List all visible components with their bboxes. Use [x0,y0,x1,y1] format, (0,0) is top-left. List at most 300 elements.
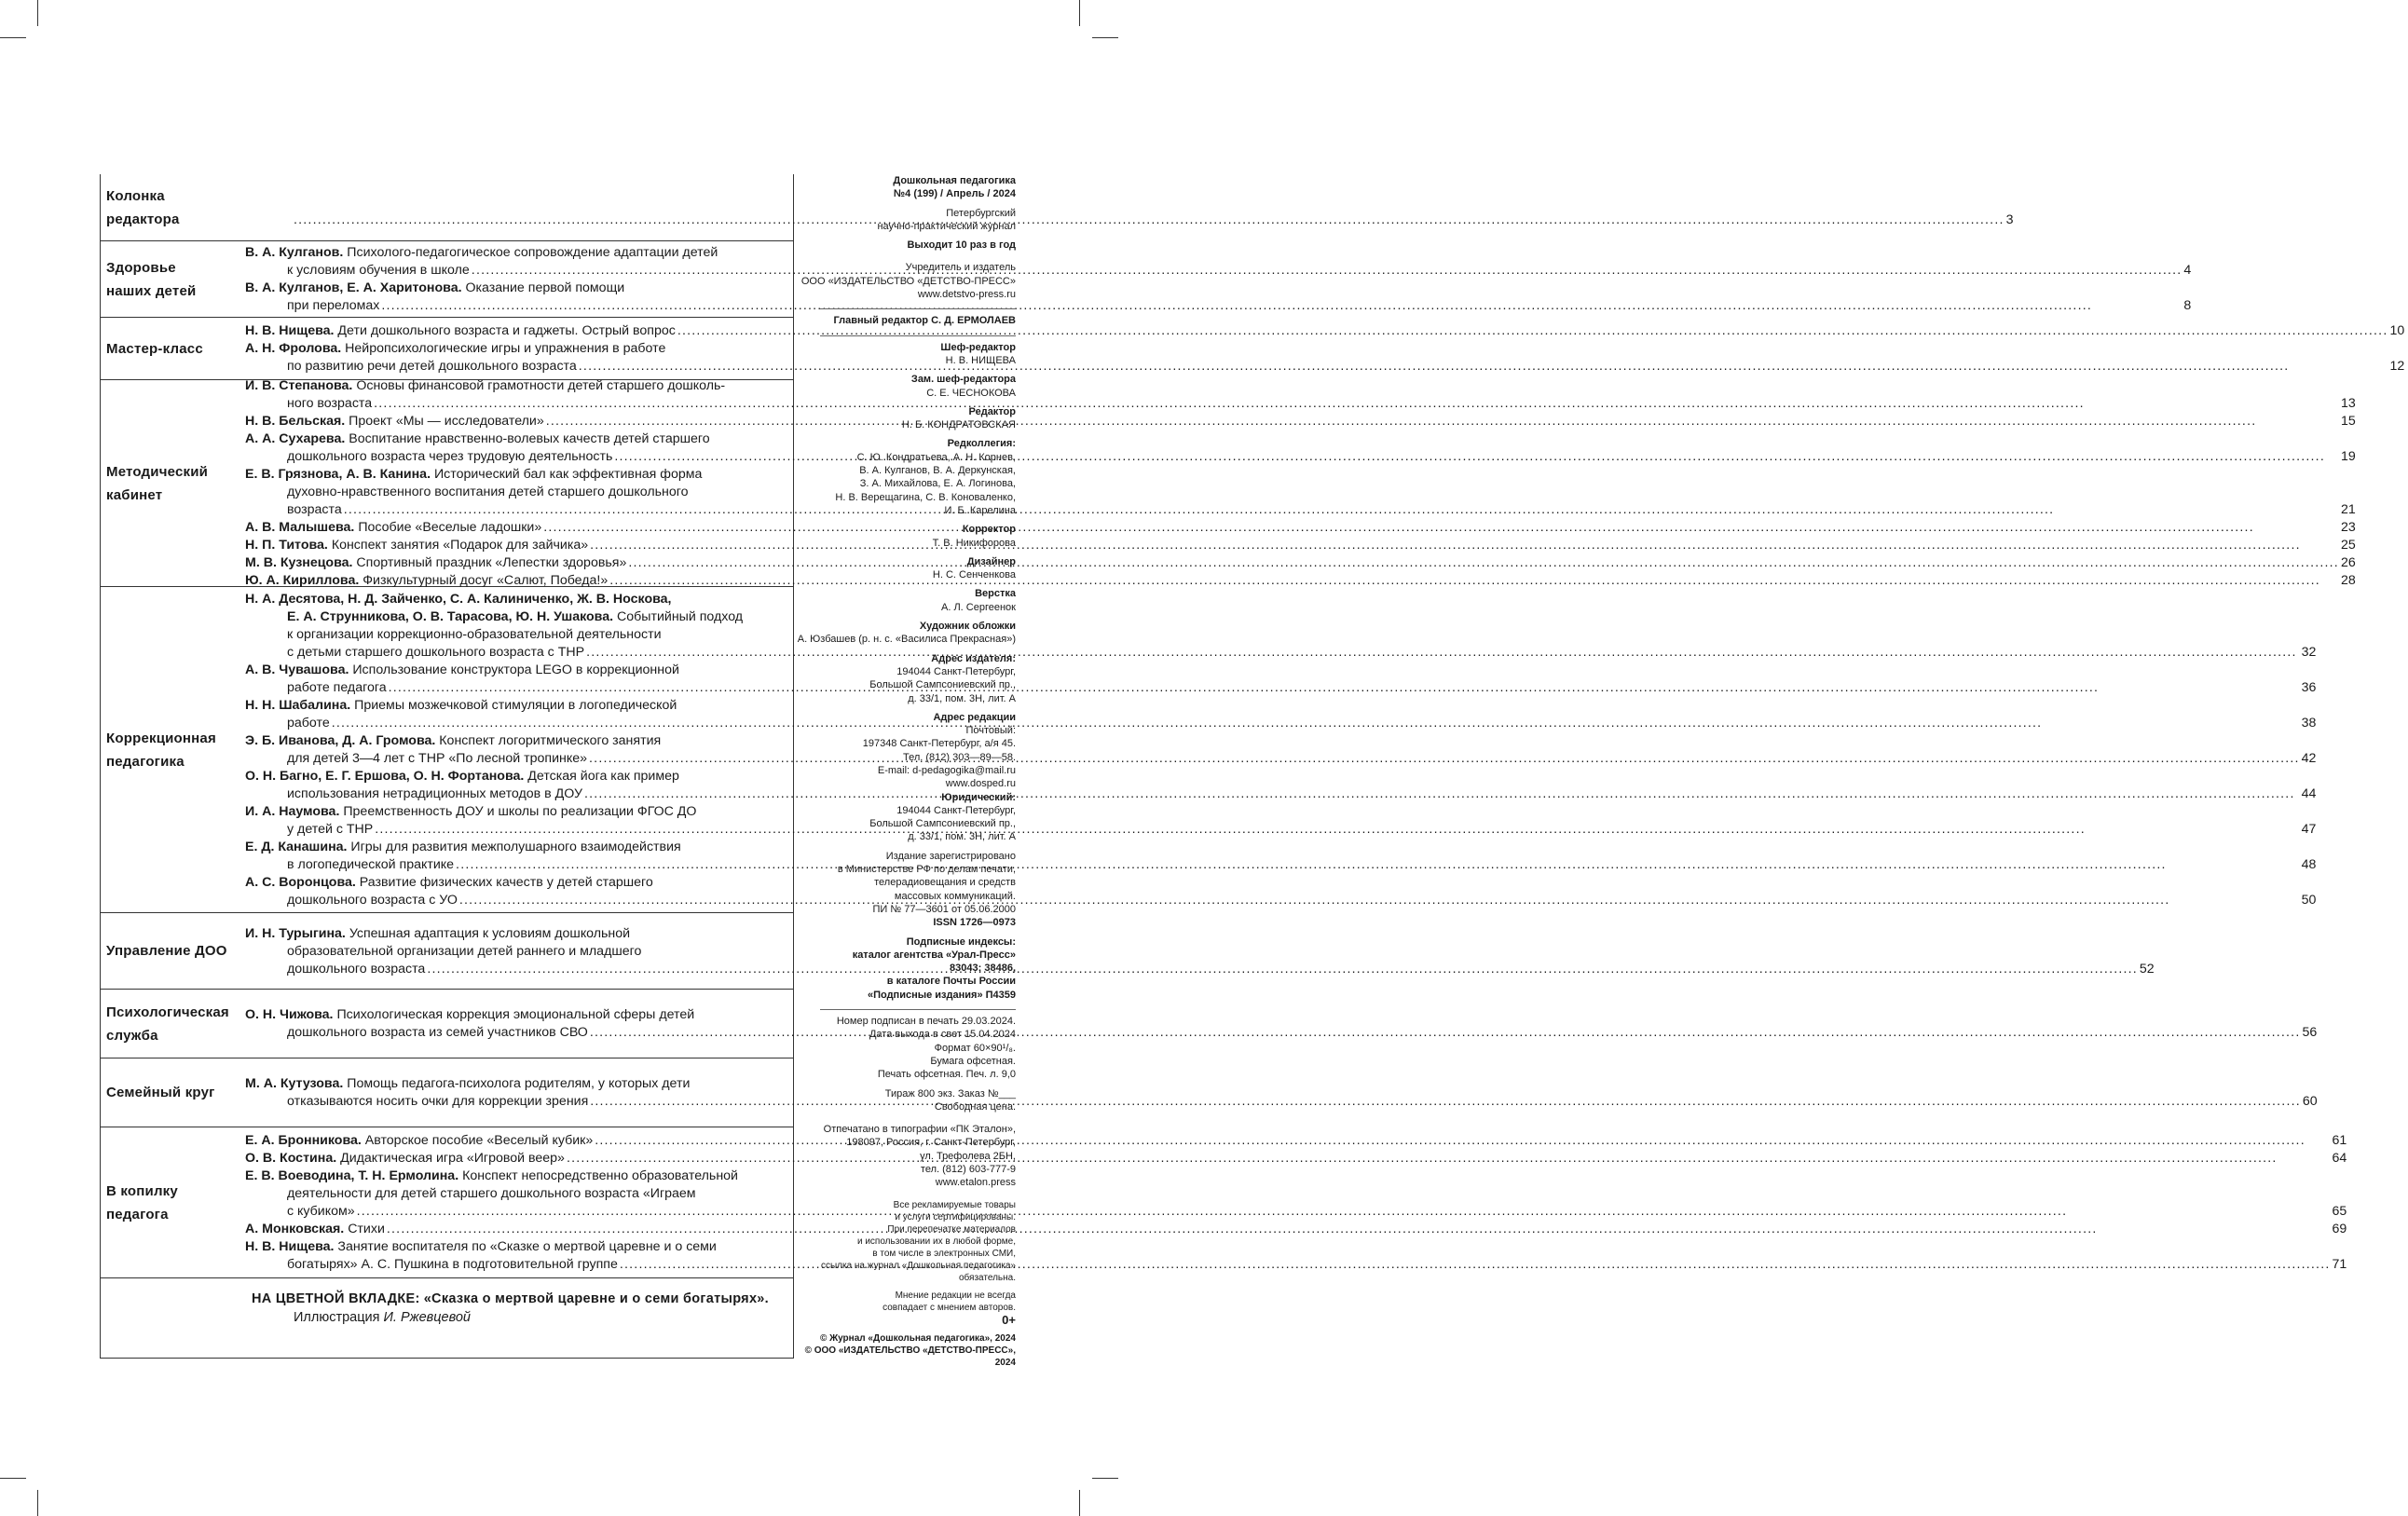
section-entries [245,913,2158,989]
page-number: 38 [2301,716,2317,731]
entry-author: Е. В. Воеводина, Т. Н. Ермолина. [245,1168,459,1183]
toc-entry [245,697,2316,732]
address-line: www.dosped.ru [945,778,1016,790]
entry-title: Авторское пособие «Веселый кубик» [364,1133,594,1148]
entry-text [245,803,696,821]
entry-line [245,821,2316,839]
toc-entry [245,839,2316,874]
entry-title: отказываются носить очки для коррекции зрения [287,1094,589,1109]
crop-mark-bottom-right-h [1092,1478,1118,1479]
subscription-line: «Подписные издания» П4359 [867,989,1016,1001]
entry-text [287,715,330,732]
crop-mark-top-left-h [0,37,26,38]
address-line: Большой Сампсониевский пр., [869,679,1016,691]
entry-line [245,358,2404,376]
toc-entry [245,280,2191,315]
entry-title: с детьми старшего дошкольного возраста с ТНР [287,645,585,660]
page-number: 56 [2302,1025,2318,1040]
note-line: При перепечатке материалов [887,1223,1016,1235]
board-member-line: В. А. Кулганов, В. А. Деркунская, [859,465,1016,477]
page-number: 13 [2340,396,2356,411]
entry-author: Н. В. Нищева. [245,323,335,338]
dot-leader [375,821,2299,839]
entry-text [287,626,662,644]
board-member-line: З. А. Михайлова, Е. А. Логинова, [859,478,1016,490]
page-number: 44 [2301,786,2317,801]
entry-text [245,280,624,297]
entry-author: М. А. Кутузова. [245,1076,344,1091]
page-number: 19 [2340,449,2356,464]
imprint-column [792,174,1016,1369]
entry-author: И. Н. Турыгина. [245,925,346,941]
subtitle-line-1: Петербургский [946,207,1016,219]
editor: Н. Б. КОНДРАТОВСКАЯ [901,419,1016,431]
color-insert-illustration [252,1308,793,1327]
entry-line [245,1024,2317,1042]
toc-entry [245,874,2316,909]
entry-title: Стихи [348,1222,385,1236]
entry-title: духовно-нравственного воспитания детей старшего дошкольного [287,485,689,499]
postal-label: Почтовый: [965,725,1016,737]
entry-title: Нейропсихологические игры и упражнения в работе [345,341,666,356]
entry-text [245,244,718,262]
section-title-line: Колонка [106,187,165,204]
section-title [101,913,245,989]
crop-mark-bottom-left-v [37,1490,38,1516]
entry-author: Е. А. Струнникова, О. В. Тарасова, Ю. Н. Ушакова. [287,609,614,624]
entry-title: в логопедической практике [287,857,455,872]
entry-title: Конспект непосредственно образовательной [462,1168,738,1183]
entry-line [245,1238,2346,1256]
chef-editor-label: Шеф-редактор [940,341,1016,353]
entry-line [245,1256,2346,1274]
entry-line [245,839,2316,856]
entry-text [245,1150,565,1168]
crop-mark-top-right-h [1092,37,1118,38]
entry-text [245,1221,385,1238]
page-number: 61 [2332,1133,2347,1148]
publisher-address-label: Адрес издателя: [931,652,1016,664]
page-number: 3 [2005,212,2014,227]
entry-text [287,262,470,280]
journal-name: Дошкольная педагогика [893,175,1016,186]
entry-line [245,943,2155,961]
toc-entry [245,244,2191,280]
page-number: 26 [2340,555,2356,570]
entry-line [245,322,2404,340]
printer-line: Отпечатано в типографии «ПК Эталон», [823,1124,1016,1136]
section-title-line: Мастер-класс [106,340,203,357]
entry-title: к условиям обучения в школе [287,263,470,278]
entry-title: Развитие физических качеств у детей старшего [359,875,653,890]
entry-author: О. В. Костина. [245,1151,337,1166]
entry-text [287,750,587,768]
entry-author: Е. Д. Канашина. [245,840,348,854]
entry-author: А. В. Малышева. [245,520,355,535]
entry-title: использования нетрадиционных методов в ДОУ [287,786,582,801]
entry-text [245,519,541,537]
entry-author: Н. В. Нищева. [245,1239,335,1254]
printer-line: www.etalon.press [935,1177,1016,1189]
page-number: 36 [2301,680,2317,695]
editor-label: Редактор [968,405,1016,417]
dot-leader [344,501,2339,519]
entry-author: А. Н. Фролова. [245,341,342,356]
section-entries [245,318,2408,379]
toc-entry [245,340,2404,376]
copyright-line: © ООО «ИЗДАТЕЛЬСТВО «ДЕТСТВО-ПРЕСС», 2024 [804,1345,1016,1368]
dot-leader [389,679,2300,697]
entry-title: работе [287,716,330,731]
subscription-line: 83043; 38486, [950,963,1016,975]
section-entries [245,1127,2350,1277]
page-number: 52 [2139,961,2155,977]
subscription-line: в каталоге Почты России [886,976,1016,988]
subscription-label: Подписные индексы: [906,936,1016,948]
board-member-line: С. Ю. Кондратьева, А. Н. Корнев, [856,451,1016,463]
entry-author: Н. А. Десятова, Н. Д. Зайченко, С. А. Калиниченко, Ж. В. Носкова, [245,592,672,607]
toc-entry [245,732,2316,768]
entry-text [287,821,373,839]
entry-author: О. Н. Багно, Е. Г. Ершова, О. Н. Фортанова. [245,769,525,784]
entry-line [245,732,2316,750]
section-title-line: Управление ДОО [106,943,227,959]
section-title-line: педагога [106,1206,169,1222]
note-line: в том числе в электронных СМИ, [872,1248,1016,1259]
entry-author: И. В. Степанова. [245,378,353,393]
section-title [101,587,245,912]
section-entries [245,587,2319,912]
entry-text [245,662,679,679]
crop-mark-bottom-left-h [0,1478,26,1479]
section-entries [245,990,2320,1058]
entry-author: Е. А. Бронникова. [245,1133,362,1148]
address-line: E-mail: d-pedagogika@mail.ru [877,764,1016,776]
entry-title: дошкольного возраста через трудовую деятельность [287,449,613,464]
dot-leader [387,1221,2331,1238]
divider [820,1009,1016,1010]
section-entries [245,174,2018,240]
toc-entry [245,1150,2346,1168]
entry-text [287,961,425,978]
entry-text [287,679,387,697]
section-title [101,380,245,586]
section-title-line: педагогика [106,753,185,770]
entry-author: М. В. Кузнецова. [245,555,353,570]
entry-title: Оказание первой помощи [465,280,625,295]
entry-title: Событийный подход [617,609,744,624]
section-entries [245,241,2195,317]
board-list [792,451,1016,517]
registration-info [792,850,1016,916]
color-insert-label: НА ЦВЕТНОЙ ВКЛАДКЕ: [252,1291,420,1306]
corrector: Т. В. Никифорова [932,537,1016,549]
illustrator-name: И. Ржевцевой [383,1310,471,1325]
toc-entry [245,1238,2346,1274]
entry-title: дошкольного возраста из семей участников СВО [287,1025,588,1040]
entry-title: Психолого-педагогическое сопровождение адаптации детей [347,245,718,260]
address-line: д. 33/1, пом. 3Н, лит. А [908,831,1016,843]
page-number: 12 [2389,359,2405,374]
section-title-line: кабинет [106,486,163,503]
entry-line [245,448,2356,466]
entry-line [245,262,2191,280]
entry-author: О. Н. Чижова. [245,1007,334,1022]
entry-title: Физкультурный досуг «Салют, Победа!» [363,573,609,588]
section-title-line: Психологическая [106,1004,229,1020]
registration-line: Издание зарегистрировано [885,850,1016,862]
section-title-line: В копилку [106,1182,178,1199]
toc-entry [245,662,2316,697]
entry-author: А. Монковская. [245,1222,345,1236]
crop-mark-bottom-right-v [1079,1490,1080,1516]
dot-leader [374,395,2339,413]
entry-title: богатырях» А. С. Пушкина в подготовительной группе [287,1257,618,1272]
toc-entry [245,925,2155,978]
entry-line [245,1203,2346,1221]
entry-title: Детская йога как пример [527,769,679,784]
section-title-line: Коррекционная [106,730,216,746]
entry-author: А. В. Чувашова. [245,662,349,677]
entry-title: Проект «Мы — исследователи» [349,414,544,429]
designer-label: Дизайнер [966,555,1016,567]
frequency: Выходит 10 раз в год [907,239,1016,252]
entry-text [287,943,641,961]
entry-line [245,340,2404,358]
opinion-line: совпадает с мнением авторов. [882,1302,1016,1313]
entry-text [245,554,626,572]
page-number: 28 [2340,573,2356,588]
entry-title: Психологическая коррекция эмоциональной сферы детей [336,1007,695,1022]
entry-line [245,1132,2346,1150]
note-line: и услуги сертифицированы. [895,1211,1016,1222]
entry-author: А. С. Воронцова. [245,875,356,890]
entry-text [287,892,458,909]
toc-entry [245,413,2356,430]
entry-text [245,1006,694,1024]
entry-text [287,608,743,626]
address-line: д. 33/1, пом. 3Н, лит. А [908,692,1016,704]
deputy: С. Е. ЧЕСНОКОВА [926,387,1016,399]
entry-line [245,1006,2317,1024]
issue-info: №4 (199) / Апрель / 2024 [893,188,1016,200]
toc-entry [245,803,2316,839]
section-title [101,241,245,317]
dot-leader [381,297,2182,315]
entry-line [245,484,2356,501]
entry-author: Н. Н. Шабалина. [245,698,351,713]
registration-line: в Министерстве РФ по делам печати, [837,864,1016,876]
entry-line [245,395,2356,413]
run-info [792,1087,1016,1114]
legal-notes [792,1199,1016,1284]
entry-title: Дети дошкольного возраста и гаджеты. Острый вопрос [337,323,676,338]
registration-line: телерадиовещания и средств [874,877,1016,889]
section-title-line: Здоровье [106,259,176,276]
founder-website: www.detstvo-press.ru [917,289,1016,301]
entry-line [245,413,2356,430]
toc-entry [245,377,2356,413]
page-number: 10 [2389,323,2405,338]
editorial-address-label: Адрес редакции [933,711,1016,723]
layout-label: Верстка [975,588,1016,600]
cover-artist: А. Юзбашев (р. н. с. «Василиса Прекрасная») [797,634,1016,646]
toc-entry [245,768,2316,803]
entry-line [245,1150,2346,1168]
legal-address [792,804,1016,844]
entry-text [245,874,653,892]
entry-title: по развитию речи детей дошкольного возраста [287,359,577,374]
entry-text [287,1256,618,1274]
entry-text [287,395,372,413]
entry-text [287,1093,588,1111]
entry-text [245,430,710,448]
entry-title: работе педагога [287,680,387,695]
copyright [792,1332,1016,1369]
entry-text [245,697,677,715]
issn: ISSN 1726—0973 [933,917,1016,929]
entry-line [245,662,2316,679]
entry-line [245,892,2316,909]
illustration-label: Иллюстрация [294,1310,380,1325]
print-info-line: Бумага офсетная. [930,1055,1016,1067]
entry-author: Э. Б. Иванова, Д. А. Громова. [245,733,436,748]
entry-text [245,1075,690,1093]
toc-entry [245,1132,2346,1150]
print-info-line: Формат 60×90¹/₈. [934,1042,1016,1054]
dot-leader [332,715,2300,732]
entry-title: Исторический бал как эффективная форма [433,467,703,482]
postal-address [792,737,1016,790]
entry-text [287,358,577,376]
page-number: 32 [2301,645,2317,660]
opinion-line: Мнение редакции не всегда [895,1290,1016,1301]
crop-mark-top-left-v [37,0,38,26]
printer-line: тел. (812) 603-777-9 [920,1164,1016,1175]
dot-leader [294,212,2004,229]
section-title [101,174,245,240]
address-line: Большой Сампсониевский пр., [869,818,1016,830]
entry-title: Помощь педагога-психолога родителям, у которых дети [347,1076,691,1091]
section-title [101,318,245,379]
entry-text [245,768,679,785]
entry-text [245,1132,593,1150]
section-title-line: Методический [106,463,209,480]
founder: ООО «ИЗДАТЕЛЬСТВО «ДЕТСТВО-ПРЕСС» [800,275,1016,287]
entry-text [245,340,665,358]
entry-line [245,554,2356,572]
entry-line [245,750,2316,768]
toc-entry [245,519,2356,537]
dot-leader [456,856,2300,874]
entry-line [245,519,2356,537]
entry-author: Н. В. Бельская. [245,414,346,429]
toc-entry [245,1221,2346,1238]
section-entries [245,1058,2321,1127]
address-line: 194044 Санкт-Петербург, [896,804,1016,816]
page-number: 50 [2301,893,2317,908]
entry-title: дошкольного возраста с УО [287,893,458,908]
entry-text [245,1168,738,1185]
dot-leader [459,892,2300,909]
registration-line: массовых коммуникаций. [894,890,1016,902]
entry-title: Занятие воспитателя по «Сказке о мертвой царевне и о семи [337,1239,717,1254]
founder-label: Учредитель и издатель [905,262,1016,274]
section-title-line: Семейный круг [106,1085,215,1100]
entry-text [287,1203,355,1221]
entry-title: Использование конструктора LEGO в коррекционной [352,662,679,677]
entry-line [245,501,2356,519]
entry-text [245,732,661,750]
page-number: 48 [2301,857,2317,872]
entry-line [245,925,2155,943]
print-info [792,1015,1016,1081]
entry-text [287,448,612,466]
subscription-indexes [792,949,1016,1002]
entry-title: у детей с ТНР [287,822,374,837]
age-rating: 0+ [1002,1312,1016,1327]
dot-leader [427,961,2138,978]
entry-line [245,377,2356,395]
entry-line [245,961,2155,978]
entry-line [245,644,2316,662]
divider [820,308,1016,309]
entry-text [245,322,676,340]
entry-author: Ю. А. Кириллова. [245,573,360,588]
entry-author: Е. В. Грязнова, А. В. Канина. [245,467,431,482]
entry-line [245,1075,2318,1093]
publisher-address [792,665,1016,705]
entry-line [245,626,2316,644]
entry-title: при переломах [287,298,380,313]
entry-title: Дидактическая игра «Игровой веер» [340,1151,565,1166]
printer-line: ул. Трефолева 2БН, [920,1150,1016,1162]
entry-title: Пособие «Веселые ладошки» [358,520,542,535]
page-number: 23 [2340,520,2356,535]
entry-line [245,212,2014,229]
entry-line [245,715,2316,732]
entry-line [245,1221,2346,1238]
entry-text [287,1024,588,1042]
corrector-label: Корректор [962,524,1016,536]
color-insert-note [101,1278,793,1327]
chief-editor: Главный редактор С. Д. ЕРМОЛАЕВ [833,315,1016,327]
page-number: 60 [2302,1094,2318,1109]
entry-line [245,430,2356,448]
entry-title: для детей 3—4 лет с ТНР «По лесной тропинке» [287,751,588,766]
entry-title: ного возраста [287,396,373,411]
entry-line [245,244,2191,262]
entry-line [245,537,2356,554]
toc-entry [245,591,2316,662]
toc-entry [245,1075,2318,1111]
entry-author: И. А. Наумова. [245,804,340,819]
subscription-line: каталог агентства «Урал-Пресс» [852,949,1016,961]
entry-title: Спортивный праздник «Лепестки здоровья» [356,555,627,570]
print-info-line: Печать офсетная. Печ. л. 9,0 [877,1069,1016,1081]
entry-text [245,413,544,430]
toc-entry [245,554,2356,572]
entry-line [245,297,2191,315]
printer-info [792,1123,1016,1189]
section-title [101,1058,245,1127]
entry-title: Основы финансовой грамотности детей старшего дошколь- [356,378,726,393]
entry-line [245,608,2316,626]
dot-leader [472,262,2182,280]
entry-author: В. А. Кулганов. [245,245,344,260]
cover-artist-label: Художник обложки [919,621,1016,633]
chef-editor: Н. В. НИЩЕВА [945,354,1016,366]
